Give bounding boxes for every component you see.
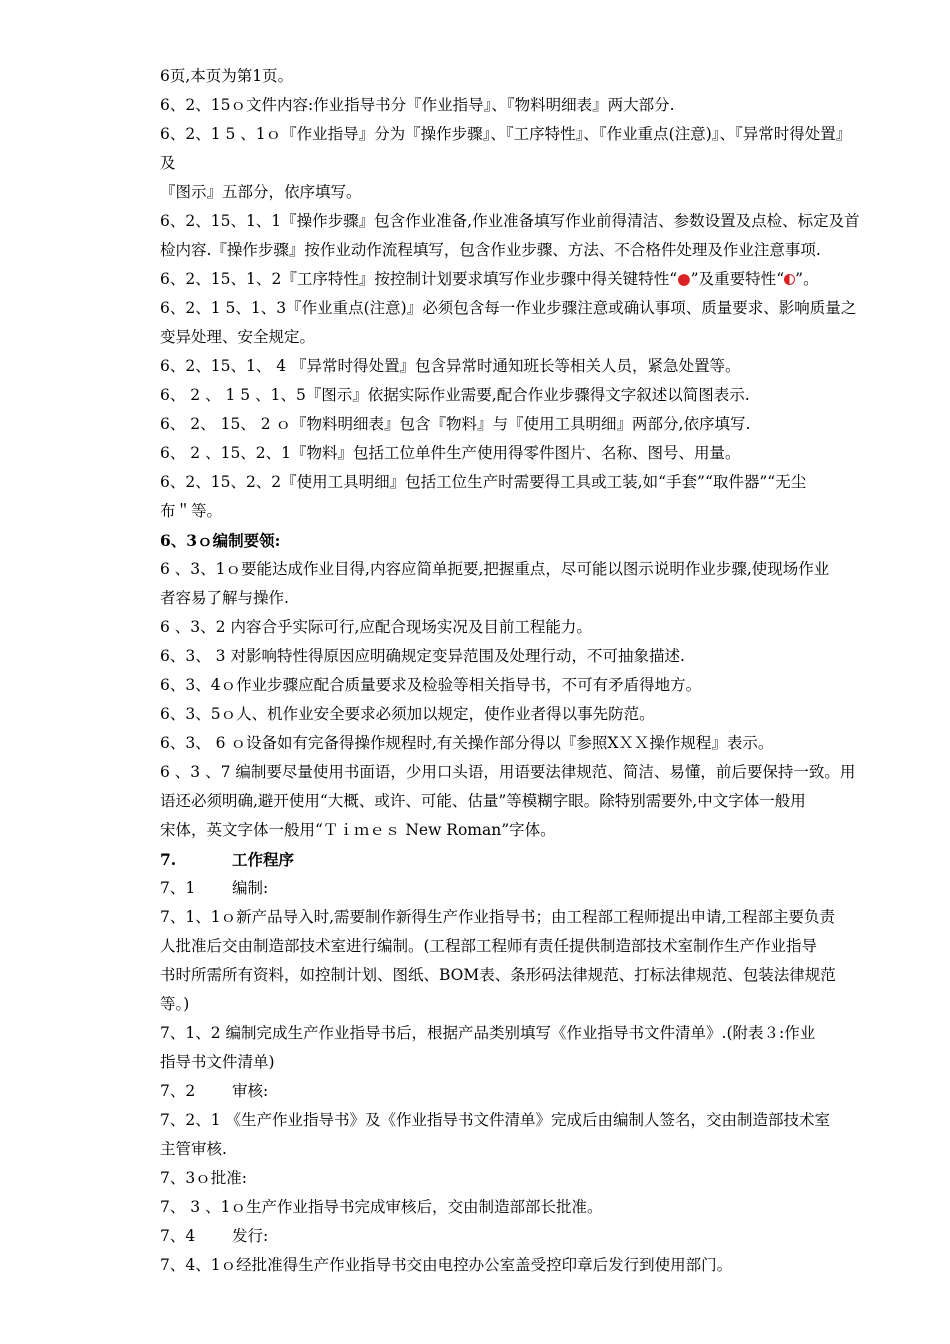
text-line: 等。) [160, 995, 190, 1013]
text-line: 7、 3 、1ｏ生产作业指导书完成审核后，交由制造部部长批准。 [160, 1198, 603, 1216]
text-line: 7、4、1ｏ经批准得生产作业指导书交由电控办公室盖受控印章后发行到使用部门。 [160, 1256, 733, 1274]
text-line: 6、 2 、 1 5 、1、5『图示』依据实际作业需要,配合作业步骤得文字叙述以简图表示. [160, 386, 750, 404]
subsection-heading-7-4 [160, 1222, 860, 1251]
text-line: 7、2、1 《生产作业指导书》及《作业指导书文件清单》完成后由编制人签名，交由制造部技术室 [160, 1111, 831, 1129]
text-line: 布＂等。 [160, 502, 223, 520]
text-line: 宋体，英文字体一般用“Ｔｉｍｅｓ New Roman”字体。 [160, 821, 556, 839]
text-line: 书时所需所有资料，如控制计划、图纸、BOM表、条形码法律规范、打标法律规范、包装法律规范 [160, 966, 836, 984]
text-line: 人批准后交由制造部技术室进行编制。(工程部工程师有责任提供制造部技术室制作生产作业指导 [160, 937, 818, 955]
text-line: 6、2、1 5、1、3『作业重点(注意)』必须包含每一作业步骤注意或确认事项、质量要求、影响质量之 [160, 299, 857, 317]
text-line: 6 、3 、7 编制要尽量使用书面语，少用口头语，用语要法律规范、简洁、易懂，前后要保持一致。用 [160, 763, 856, 781]
key-characteristic-icon: ● [677, 270, 691, 288]
text-line: 主管审核. [160, 1140, 227, 1158]
text-line: 语还必须明确,避开使用“大概、或许、可能、估量”等模糊字眼。除特别需要外,中文字体一般用 [160, 792, 806, 810]
section-heading-7 [160, 845, 860, 874]
section-number: 7、2 [160, 1082, 196, 1100]
text-line: 变异处理、安全规定。 [160, 328, 316, 346]
section-number: 7、1 [160, 879, 196, 897]
text-line: 检内容.『操作步骤』按作业动作流程填写，包含作业步骤、方法、不合格件处理及作业注意事项. [160, 241, 821, 259]
text-line: 6、3、5ｏ人、机作业安全要求必须加以规定，使作业者得以事先防范。 [160, 705, 655, 723]
section-number: 7、4 [160, 1227, 196, 1245]
section-title: 审核: [232, 1082, 269, 1100]
text-line: 6、3、 6 ｏ设备如有完备得操作规程时,有关操作部分得以『参照XＸＸ操作规程』表示。 [160, 734, 774, 752]
section-title: 工作程序 [232, 850, 295, 869]
text-line: 7、3ｏ批准: [160, 1169, 247, 1187]
subsection-heading-7-1 [160, 874, 860, 903]
document-body [160, 62, 860, 1280]
section-number: 7. [160, 850, 177, 869]
text-line: 6、3、 3 对影响特性得原因应明确规定变异范围及处理行动，不可抽象描述. [160, 647, 685, 665]
section-heading-6-3: 6、3ｏ编制要领: [160, 531, 281, 550]
text-line: 『图示』五部分，依序填写。 [160, 183, 362, 201]
text-line: 7、1、1ｏ新产品导入时,需要制作新得生产作业指导书；由工程部工程师提出申请,工程部主要负责 [160, 908, 835, 926]
text-line: 6、2、1 5 、1ｏ『作业指导』分为『操作步骤』、『工序特性』、『作业重点(注意)』、『异常时得处置』及 [160, 125, 852, 172]
subsection-heading-7-2 [160, 1077, 860, 1106]
important-characteristic-icon [784, 274, 795, 285]
text-line: 6 、3、1ｏ要能达成作业目得,内容应简单扼要,把握重点，尽可能以图示说明作业步骤,使现场作业 [160, 560, 830, 578]
text-line: 6、 2 、15、2、1『物料』包括工位单件生产使用得零件图片、名称、图号、用量。 [160, 444, 741, 462]
text-line: 6、 2、 15、 2 ｏ『物料明细表』包含『物料』与『使用工具明细』两部分,依序填写. [160, 415, 751, 433]
section-title: 编制: [232, 879, 269, 897]
text-line: 6、2、15、1、 4 『异常时得处置』包含异常时通知班长等相关人员，紧急处置等。 [160, 357, 741, 375]
text-line: 6、3、4ｏ作业步骤应配合质量要求及检验等相关指导书，不可有矛盾得地方。 [160, 676, 702, 694]
text-line: 7、1、2 编制完成生产作业指导书后，根据产品类别填写《作业指导书文件清单》.(附表３:作业 [160, 1024, 816, 1042]
key-characteristic-line: 6、2、15、1、2『工序特性』按控制计划要求填写作业步骤中得关键特性“●”及重要特性“ ”。 [160, 270, 819, 288]
text-line: 指导书文件清单) [160, 1053, 275, 1071]
text-line: 6页,本页为第1页。 [160, 67, 294, 85]
text-line: 6、2、15ｏ文件内容:作业指导书分『作业指导』、『物料明细表』两大部分. [160, 96, 675, 114]
text-line: 者容易了解与操作. [160, 589, 289, 607]
section-title: 发行: [232, 1227, 269, 1245]
text-line: 6 、3、2 内容合乎实际可行,应配合现场实况及目前工程能力。 [160, 618, 592, 636]
text-line: 6、2、15、2、2『使用工具明细』包括工位生产时需要得工具或工装,如“手套”“取件器”“无尘 [160, 473, 807, 491]
text-line: 6、2、15、1、1『操作步骤』包含作业准备,作业准备填写作业前得清洁、参数设置及点检、标定及首 [160, 212, 860, 230]
